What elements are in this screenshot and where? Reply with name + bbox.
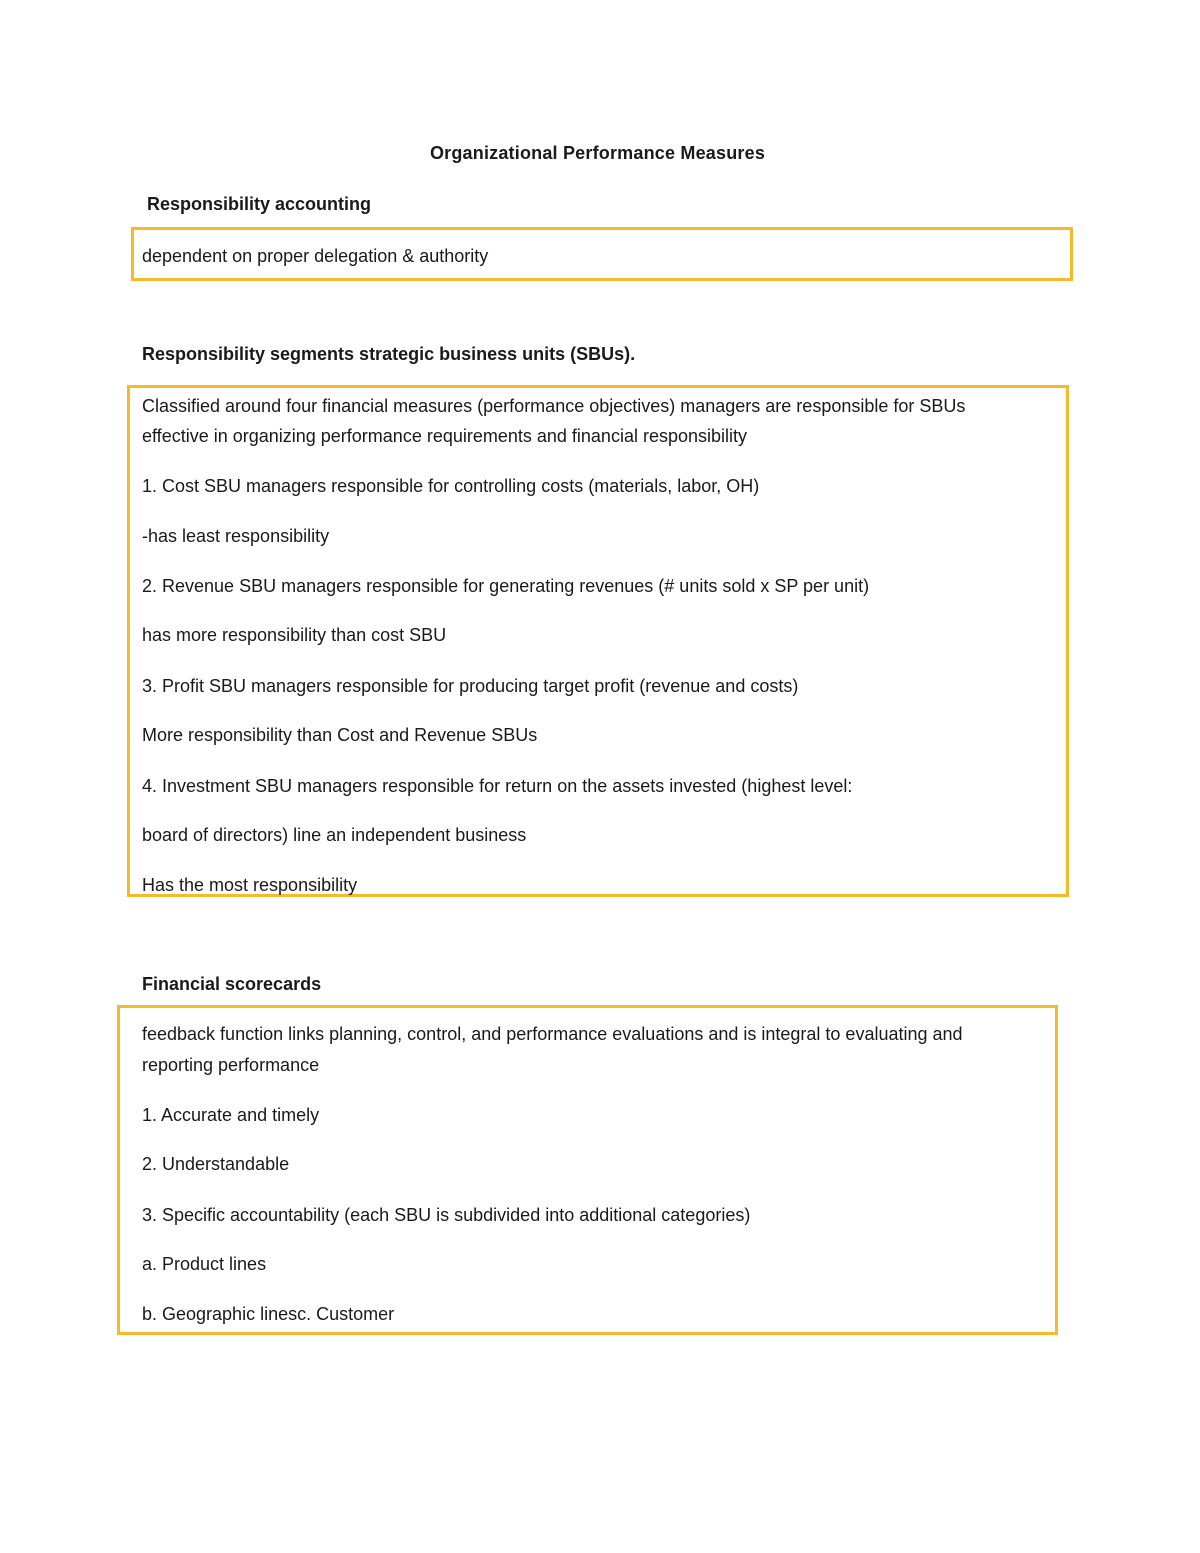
text-line: dependent on proper delegation & authority [142,246,489,266]
text-line: 1. Accurate and timely [142,1105,320,1125]
text-line: More responsibility than Cost and Revenue SBUs [142,725,538,745]
text-line: 2. Revenue SBU managers responsible for generating revenues (# units sold x SP per unit) [142,576,870,596]
text-line: b. Geographic linesc. Customer [142,1304,395,1324]
text-line: reporting performance [142,1055,320,1075]
text-line: effective in organizing performance requirements and financial responsibility [142,426,747,446]
text-line: has more responsibility than cost SBU [142,625,447,645]
text-line: board of directors) line an independent business [142,825,527,845]
text-line: a. Product lines [142,1254,267,1274]
heading-responsibility-accounting: Responsibility accounting [147,194,372,214]
text-line: feedback function links planning, control, and performance evaluations and is integral to evaluating and [142,1024,963,1044]
text-line: 1. Cost SBU managers responsible for controlling costs (materials, labor, OH) [142,476,760,496]
text-line: 4. Investment SBU managers responsible for return on the assets invested (highest level: [142,776,853,796]
text-line: Classified around four financial measures (performance objectives) managers are responsible for SBUs [142,396,966,416]
document-title: Organizational Performance Measures [429,143,766,163]
text-line: 2. Understandable [142,1154,290,1174]
text-line: 3. Profit SBU managers responsible for producing target profit (revenue and costs) [142,676,799,696]
text-line: Has the most responsibility [142,875,358,895]
text-line: -has least responsibility [142,526,330,546]
heading-financial-scorecards: Financial scorecards [142,974,322,994]
heading-responsibility-segments: Responsibility segments strategic business units (SBUs). [142,344,636,364]
text-line: 3. Specific accountability (each SBU is subdivided into additional categories) [142,1205,751,1225]
